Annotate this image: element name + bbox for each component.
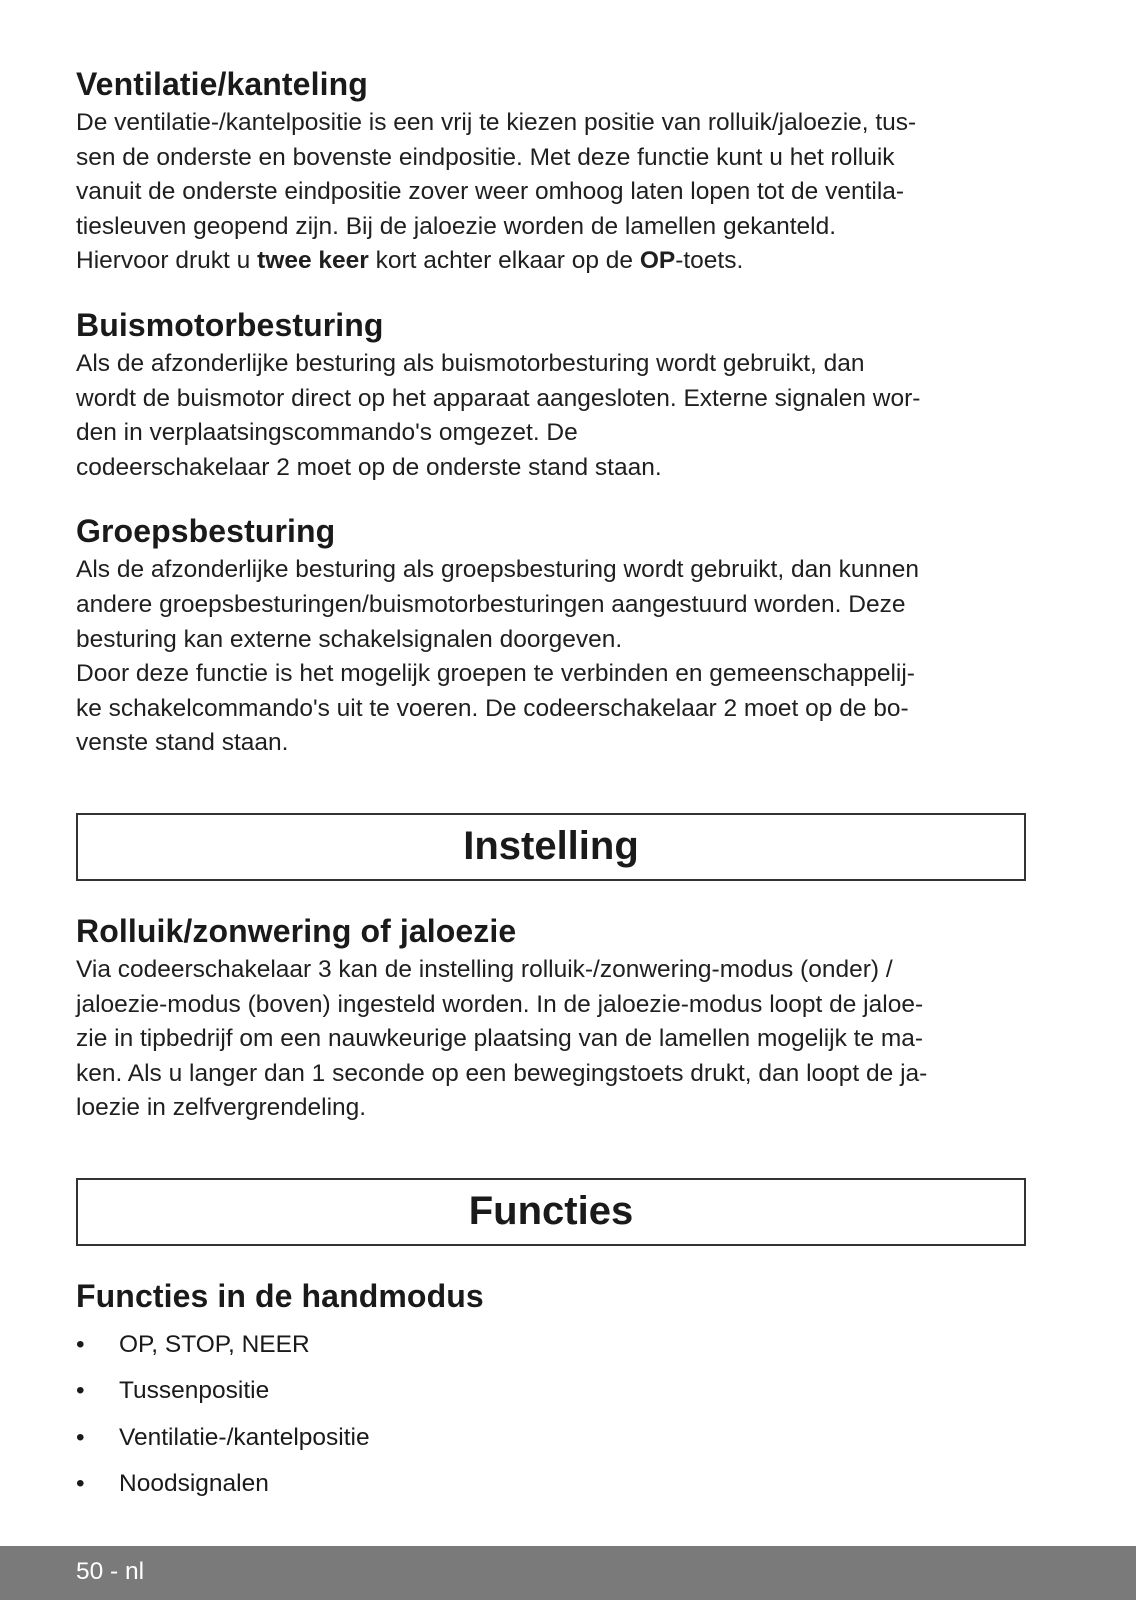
- list-item-label: OP, STOP, NEER: [119, 1330, 310, 1358]
- section-handmodus: [76, 1274, 1026, 1508]
- text-line: loezie in zelfvergrendeling.: [76, 1094, 367, 1122]
- section-buismotor: [76, 303, 1026, 485]
- paragraph-ventilatie: [76, 106, 1026, 279]
- text-line: venste stand staan.: [76, 729, 289, 757]
- text-line: besturing kan externe schakelsignalen doorgeven.: [76, 625, 623, 653]
- text-line: jaloezie-modus (boven) ingesteld worden. In de jaloezie-modus loopt de jaloe-: [76, 990, 924, 1018]
- section-rolluik: [76, 909, 1026, 1126]
- text-line: Door deze functie is het mogelijk groepen te verbinden en gemeenschappelij-: [76, 660, 915, 688]
- text-run: Hiervoor drukt u: [76, 247, 258, 275]
- list-item-label: Tussenpositie: [119, 1377, 270, 1405]
- heading-buismotor: Buismotorbesturing: [76, 306, 384, 343]
- bullet-icon: •: [76, 1470, 85, 1498]
- text-line: codeerschakelaar 2 moet op de onderste stand staan.: [76, 453, 662, 481]
- paragraph-rolluik: [76, 953, 1026, 1126]
- list-item: [76, 1461, 1026, 1508]
- page-number: 50 - nl: [76, 1558, 145, 1585]
- section-groeps: [76, 509, 1026, 761]
- bullet-icon: •: [76, 1377, 85, 1405]
- page-content: [76, 62, 1026, 1532]
- text-line: tiesleuven geopend zijn. Bij de jaloezie worden de lamellen gekanteld.: [76, 212, 837, 240]
- paragraph-groeps: [76, 553, 1026, 761]
- heading-ventilatie: Ventilatie/kanteling: [76, 66, 368, 102]
- list-item: [76, 1415, 1026, 1462]
- text-line: vanuit de onderste eindpositie zover weer omhoog laten lopen tot de ventila-: [76, 178, 905, 206]
- text-line: De ventilatie-/kantelpositie is een vrij te kiezen positie van rolluik/jaloezie, tus-: [76, 109, 917, 136]
- text-line: Als de afzonderlijke besturing als buismotorbesturing wordt gebruikt, dan: [76, 349, 865, 377]
- heading-handmodus: Functies in de handmodus: [76, 1277, 484, 1314]
- text-line: sen de onderste en bovenste eindpositie. Met deze functie kunt u het rolluik: [76, 143, 895, 171]
- page-footer: [0, 1546, 1136, 1600]
- text-line: ke schakelcommando's uit te voeren. De codeerschakelaar 2 moet op de bo-: [76, 694, 909, 722]
- list-item: [76, 1322, 1026, 1369]
- bold-twee-keer: twee keer: [257, 247, 369, 275]
- bullet-icon: •: [76, 1423, 85, 1451]
- bold-op-key: OP: [639, 247, 676, 275]
- text-line: ken. Als u langer dan 1 seconde op een bewegingstoets drukt, dan loopt de ja-: [76, 1059, 928, 1087]
- text-run: -toets.: [675, 247, 744, 275]
- chapter-title-instelling: Instelling: [76, 813, 1026, 881]
- text-line: Als de afzonderlijke besturing als groepsbesturing wordt gebruikt, dan kunnen: [76, 556, 920, 584]
- section-ventilatie: [76, 62, 1026, 279]
- chapter-title-functies: Functies: [76, 1178, 1026, 1246]
- text-line: wordt de buismotor direct op het apparaat aangesloten. Externe signalen wor-: [76, 384, 921, 412]
- text-line: Via codeerschakelaar 3 kan de instelling rolluik-/zonwering-modus (onder) /: [76, 955, 893, 983]
- heading-rolluik: Rolluik/zonwering of jaloezie: [76, 912, 517, 949]
- text-line: andere groepsbesturingen/buismotorbesturingen aangestuurd worden. Deze: [76, 590, 906, 618]
- list-item-label: Noodsignalen: [119, 1470, 269, 1498]
- function-list: [76, 1322, 1026, 1508]
- list-item-label: Ventilatie-/kantelpositie: [119, 1423, 370, 1451]
- text-line: zie in tipbedrijf om een nauwkeurige plaatsing van de lamellen mogelijk te ma-: [76, 1025, 924, 1053]
- text-line: [76, 244, 1026, 279]
- bullet-icon: •: [76, 1330, 85, 1358]
- text-run: kort achter elkaar op de: [368, 247, 640, 275]
- paragraph-buismotor: [76, 347, 1026, 485]
- list-item: [76, 1368, 1026, 1415]
- heading-groeps: Groepsbesturing: [76, 513, 336, 550]
- text-line: den in verplaatsingscommando's omgezet. De: [76, 419, 578, 447]
